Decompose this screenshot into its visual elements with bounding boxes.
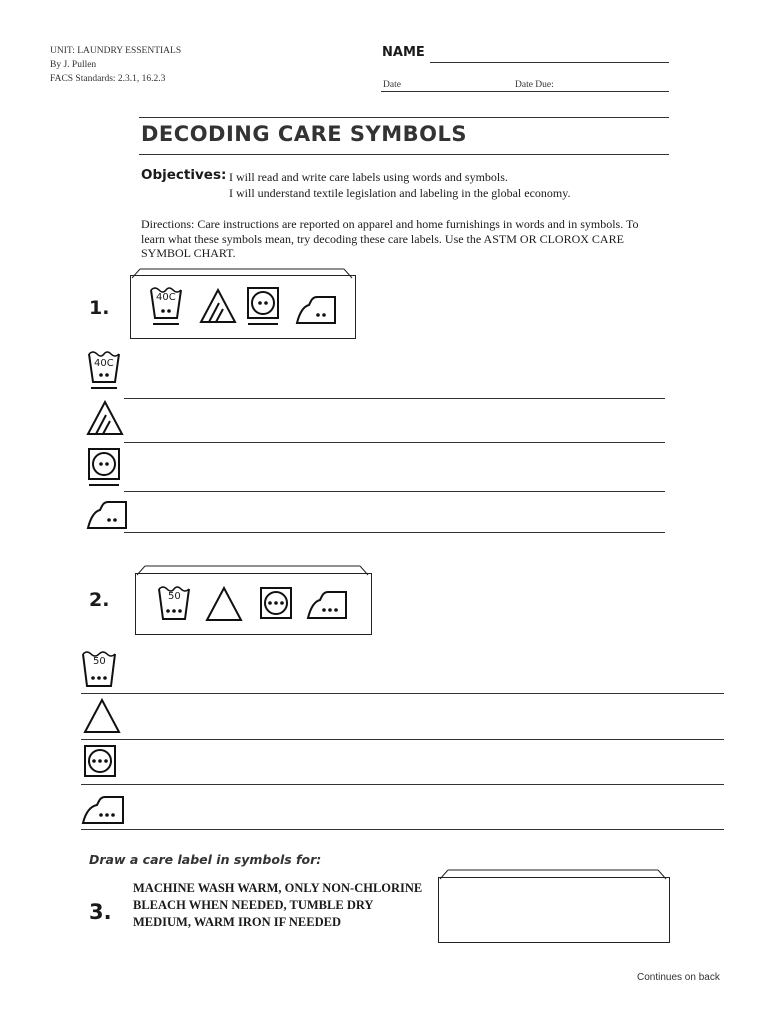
bleach-triangle-icon — [83, 698, 121, 734]
title-rule-bottom — [139, 154, 669, 155]
title-rule-top — [139, 117, 669, 118]
directions-text: Directions: Care instructions are reported on apparel and home furnishings in words and in symbols. To learn what these symbols mean, try decoding these care labels. Use the ASTM OR CLOROX CARE SYMBOL CHART. — [141, 217, 639, 260]
answer-line-1a[interactable] — [124, 398, 665, 399]
date-line[interactable] — [381, 91, 669, 92]
answer-line-1c[interactable] — [124, 491, 665, 492]
wash-temp-text: 50 — [93, 656, 106, 667]
objective-item: I will understand textile legislation and labeling in the global economy. — [229, 186, 571, 200]
label-tag-edge — [438, 869, 668, 881]
draw-label-box[interactable] — [438, 877, 670, 943]
label-tag-edge — [135, 565, 370, 577]
iron-icon — [86, 498, 128, 530]
iron-icon — [295, 293, 337, 325]
wash-temp-text: 40C — [156, 292, 176, 303]
continues-on-back: Continues on back — [637, 972, 720, 983]
tumble-dry-icon — [87, 447, 121, 489]
bleach-triangle-icon — [205, 586, 243, 622]
answer-line-1d[interactable] — [124, 532, 665, 533]
washtub-icon — [87, 350, 121, 392]
objectives-label: Objectives: — [141, 167, 227, 183]
wash-temp-text: 40C — [94, 358, 114, 369]
draw-prompt: Draw a care label in symbols for: — [89, 852, 322, 867]
tumble-dry-icon — [83, 744, 117, 778]
answer-line-2b[interactable] — [81, 739, 724, 740]
iron-icon — [306, 588, 348, 620]
name-line[interactable] — [430, 62, 669, 63]
task-3-text: MACHINE WASH WARM, ONLY NON-CHLORINE BLEACH WHEN NEEDED, TUMBLE DRY MEDIUM, WARM IRON IF NEEDED — [133, 881, 423, 929]
standards-text: FACS Standards: 2.3.1, 16.2.3 — [50, 74, 166, 84]
objectives-list — [229, 169, 570, 201]
tumble-dry-icon — [259, 586, 293, 620]
bleach-triangle-striped-icon — [199, 288, 237, 324]
label-2-number: 2. — [89, 589, 110, 611]
bleach-triangle-striped-icon — [86, 400, 124, 436]
date-label: Date — [383, 80, 401, 90]
label-1-number: 1. — [89, 297, 110, 319]
answer-line-2a[interactable] — [81, 693, 724, 694]
objective-item: I will read and write care labels using words and symbols. — [229, 170, 508, 184]
answer-line-2d[interactable] — [81, 829, 724, 830]
answer-line-1b[interactable] — [124, 442, 665, 443]
date-due-label: Date Due: — [515, 80, 554, 90]
answer-line-2c[interactable] — [81, 784, 724, 785]
iron-icon — [81, 793, 125, 825]
task-3-number: 3. — [89, 900, 112, 924]
author-text: By J. Pullen — [50, 60, 97, 70]
label-tag-edge — [130, 268, 354, 280]
name-label: NAME — [382, 45, 425, 60]
header-info — [50, 44, 181, 86]
unit-text: UNIT: LAUNDRY ESSENTIALS — [50, 46, 182, 56]
wash-temp-text: 50 — [168, 591, 181, 602]
page-title: DECODING CARE SYMBOLS — [141, 122, 467, 146]
tumble-dry-icon — [246, 286, 280, 328]
